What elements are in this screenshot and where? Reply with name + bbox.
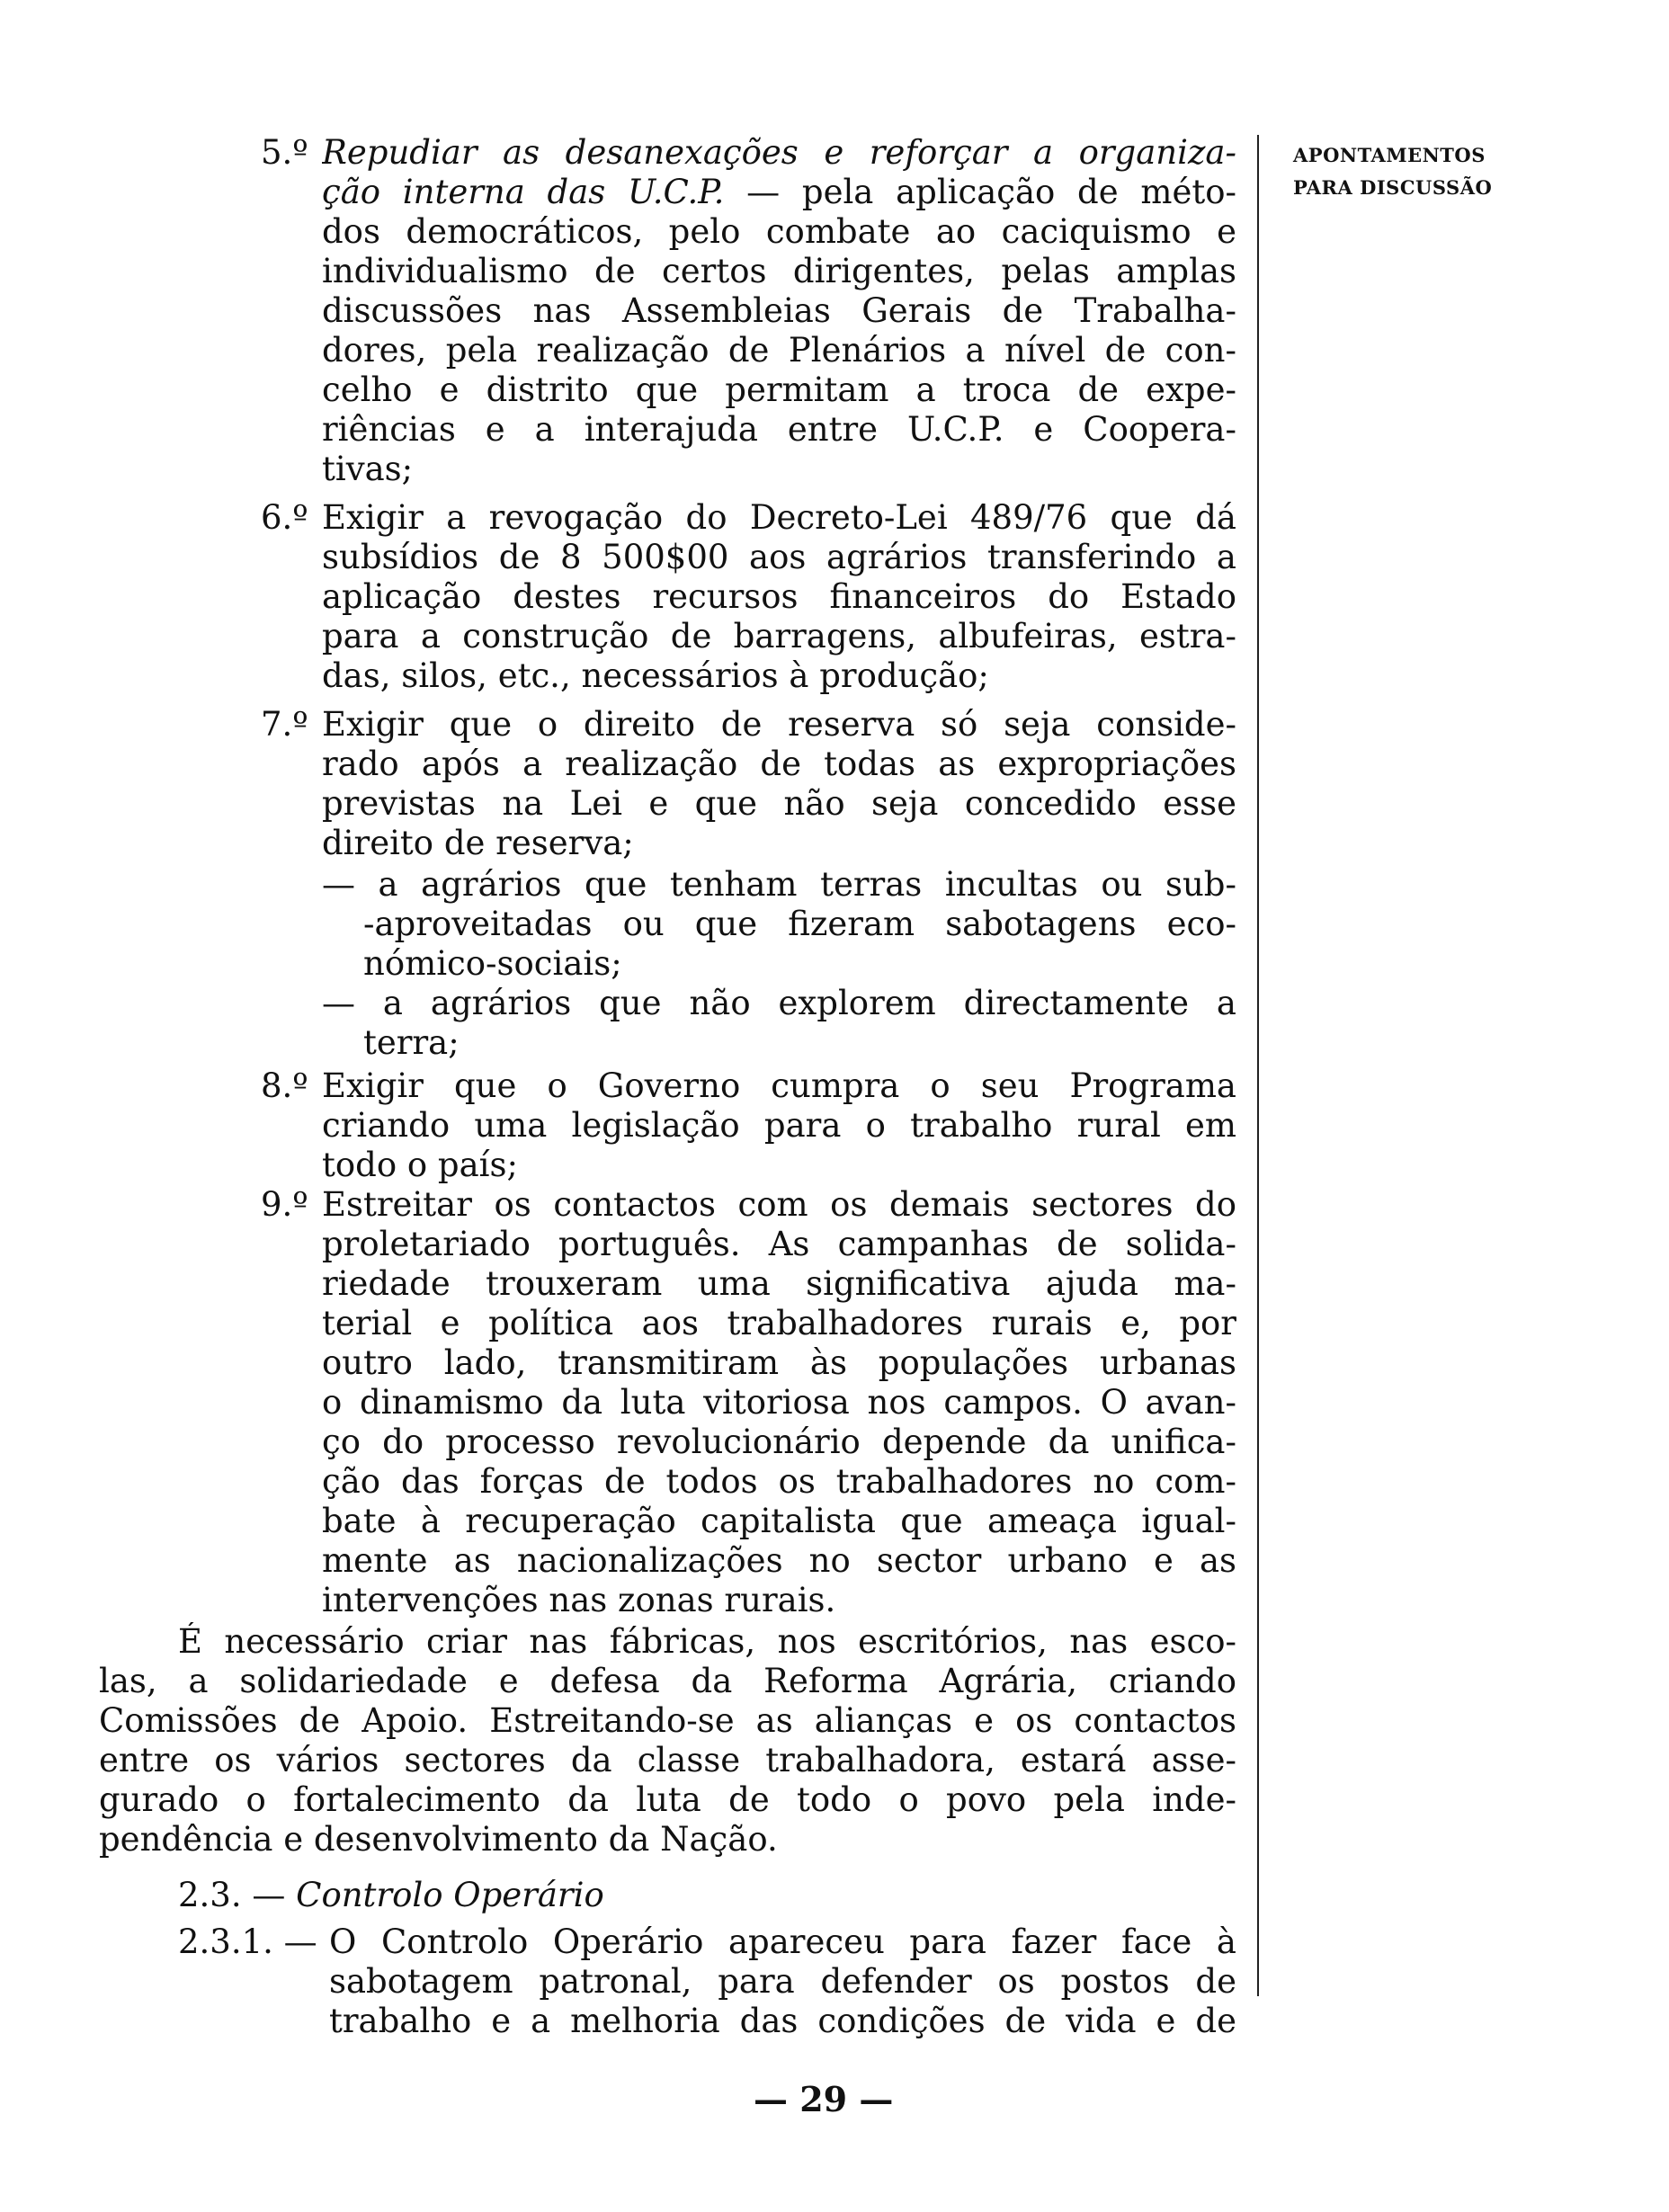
sub-item-line: — a agrários que não explorem directamente a xyxy=(322,984,1236,1022)
item-text-line: discussões nas Assembleias Gerais de Trabalha- xyxy=(322,291,1236,330)
item-text-line: mente as nacionalizações no sector urbano e as xyxy=(322,1541,1236,1580)
paragraph-line: pendência e desenvolvimento da Nação. xyxy=(99,1820,778,1859)
margin-rule xyxy=(1257,135,1259,1996)
page-number: — 29 — xyxy=(754,2079,894,2119)
item-number: 5.º xyxy=(261,133,308,172)
item-text-line: Estreitar os contactos com os demais sectores do xyxy=(322,1185,1236,1224)
sub-item-line: terra; xyxy=(363,1023,460,1062)
item-text-line xyxy=(322,173,1236,212)
item-text-line: criando uma legislação para o trabalho rural em xyxy=(322,1106,1236,1145)
item-text-line: para a construção de barragens, albufeiras, estra- xyxy=(322,617,1236,656)
item-number: 8.º xyxy=(261,1066,308,1105)
item-text-line: subsídios de 8 500$00 aos agrários transferindo a xyxy=(322,538,1236,576)
item-text-line: riedade trouxeram uma significativa ajuda ma- xyxy=(322,1264,1236,1303)
side-note-line1: APONTAMENTOS xyxy=(1293,144,1486,166)
item-text-line: intervenções nas zonas rurais. xyxy=(322,1581,836,1619)
subsection-line: sabotagem patronal, para defender os postos de xyxy=(329,1962,1236,2001)
item-text-line: outro lado, transmitiram às populações urbanas xyxy=(322,1343,1236,1382)
paragraph-line: É necessário criar nas fábricas, nos escritórios, nas esco- xyxy=(178,1622,1236,1661)
item-text-line: rado após a realização de todas as expropriações xyxy=(322,745,1236,783)
sub-item-line: nómico-sociais; xyxy=(363,944,622,983)
item-text-line: bate à recuperação capitalista que ameaça igual- xyxy=(322,1502,1236,1540)
item-text-line: dos democráticos, pelo combate ao caciquismo e xyxy=(322,212,1236,251)
sub-item-line: -aproveitadas ou que fizeram sabotagens eco- xyxy=(363,905,1236,943)
item-text-line: tivas; xyxy=(322,450,414,488)
paragraph-line: las, a solidariedade e defesa da Reforma Agrária, criando xyxy=(99,1662,1236,1700)
side-note-line2: PARA DISCUSSÃO xyxy=(1293,176,1493,199)
item-text-line: Repudiar as desanexações e reforçar a organiza- xyxy=(322,133,1236,172)
item-text-line: dores, pela realização de Plenários a nível de con- xyxy=(322,331,1236,370)
item-text-line: direito de reserva; xyxy=(322,824,634,862)
item-text-line: celho e distrito que permitam a troca de expe- xyxy=(322,370,1236,409)
section-title: Controlo Operário xyxy=(296,1876,604,1914)
paragraph-line: entre os vários sectores da classe trabalhadora, estará asse- xyxy=(99,1741,1236,1779)
section-heading xyxy=(178,1876,604,1915)
item-text-line: Exigir que o Governo cumpra o seu Programa xyxy=(322,1066,1236,1105)
item-text-line: Exigir que o direito de reserva só seja conside- xyxy=(322,705,1236,744)
sub-item-line: — a agrários que tenham terras incultas ou sub- xyxy=(322,865,1236,904)
subsection-line: trabalho e a melhoria das condições de vida e de xyxy=(329,2002,1236,2040)
item-text-line: Exigir a revogação do Decreto-Lei 489/76 que dá xyxy=(322,498,1236,537)
item-text-emphasis: ção interna das U.C.P. xyxy=(322,173,725,211)
item-text-line: aplicação destes recursos financeiros do Estado xyxy=(322,577,1236,616)
item-number: 6.º xyxy=(261,498,308,537)
subsection-line: O Controlo Operário apareceu para fazer face à xyxy=(329,1922,1236,1961)
subsection-number: 2.3.1. — xyxy=(178,1922,317,1961)
item-text-continuation: — pela aplicação de méto- xyxy=(724,173,1236,211)
item-text-line: proletariado português. As campanhas de solida- xyxy=(322,1225,1236,1263)
item-text-line: ção das forças de todos os trabalhadores no com- xyxy=(322,1462,1236,1501)
item-text-line: todo o país; xyxy=(322,1146,518,1184)
item-text-line: terial e política aos trabalhadores rurais e, por xyxy=(322,1304,1236,1342)
item-text-line: das, silos, etc., necessários à produção; xyxy=(322,656,989,695)
item-number: 9.º xyxy=(261,1185,308,1224)
item-text-line: individualismo de certos dirigentes, pelas amplas xyxy=(322,252,1236,290)
item-number: 7.º xyxy=(261,705,308,744)
item-text-line: riências e a interajuda entre U.C.P. e Coopera- xyxy=(322,410,1236,449)
item-text-line: o dinamismo da luta vitoriosa nos campos. O avan- xyxy=(322,1383,1236,1422)
paragraph-line: gurado o fortalecimento da luta de todo o povo pela inde- xyxy=(99,1780,1236,1819)
section-number: 2.3. — xyxy=(178,1876,286,1914)
item-text-line: ço do processo revolucionário depende da unifica- xyxy=(322,1423,1236,1461)
paragraph-line: Comissões de Apoio. Estreitando-se as alianças e os contactos xyxy=(99,1701,1236,1740)
item-text-line: previstas na Lei e que não seja concedido esse xyxy=(322,784,1236,823)
